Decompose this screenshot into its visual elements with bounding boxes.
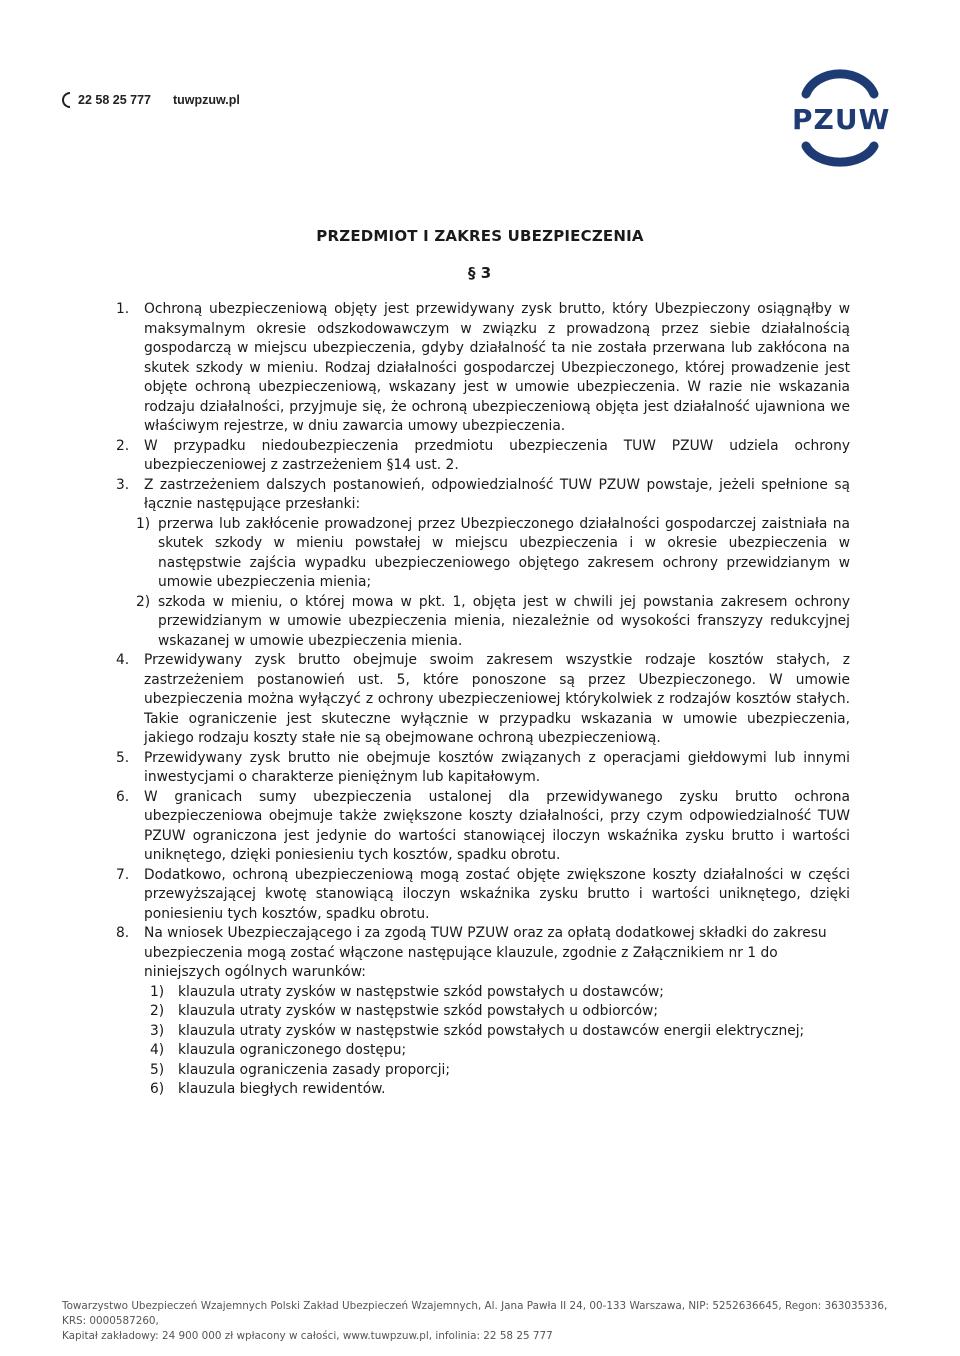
pzuw-logo	[792, 58, 891, 168]
list-item	[108, 749, 850, 788]
item-text: Dodatkowo, ochroną ubezpieczeniową mogą zostać objęte zwiększone koszty działalności w części przewyższającej kwotę stanowiącą iloczyn wskaźnika zysku brutto i wartości uniknętego, dzięki poniesieniu tych kosztów, spadku obrotu.	[144, 866, 850, 922]
sub-list-item	[108, 1022, 850, 1042]
sub-item-number: 1)	[150, 983, 165, 1000]
item-number: 2.	[116, 437, 130, 454]
item-text: W przypadku niedoubezpieczenia przedmiotu ubezpieczenia TUW PZUW udziela ochrony ubezpieczeniowej z zastrzeżeniem §14 ust. 2.	[144, 437, 850, 473]
footer-line-2: Kapitał zakładowy: 24 900 000 zł wpłacony w całości, www.tuwpzuw.pl, infolinia: 22 58 25 777	[62, 1330, 553, 1342]
list-item	[108, 300, 850, 437]
clause-list	[108, 983, 850, 1100]
phone-icon	[62, 92, 70, 108]
item-number: 1.	[116, 301, 130, 317]
sub-item-text: klauzula utraty zysków w następstwie szkód powstałych u odbiorców;	[178, 1003, 658, 1019]
sub-item-number: 3)	[150, 1022, 165, 1039]
sub-item-number: 4)	[150, 1042, 165, 1058]
document-body	[108, 300, 850, 1100]
sub-item-number: 5)	[150, 1061, 165, 1078]
sub-item-text: klauzula ograniczenia zasady proporcji;	[178, 1061, 451, 1078]
footer-line-1: Towarzystwo Ubezpieczeń Wzajemnych Polski Zakład Ubezpieczeń Wzajemnych, Al. Jana Pawła II 24, 00-133 Warszawa, NIP: 5252636645, Regon: 363035336, KRS: 0000587260,	[62, 1300, 888, 1327]
section-number: § 3	[468, 264, 492, 282]
sub-list-item	[108, 983, 850, 1003]
logo-text: PZUW	[792, 103, 891, 136]
page-title: PRZEDMIOT I ZAKRES UBEZPIECZENIA	[316, 227, 644, 245]
list-item	[108, 788, 850, 866]
item-text: Przewidywany zysk brutto nie obejmuje kosztów związanych z operacjami giełdowymi lub innymi inwestycjami o charakterze pieniężnym lub kapitałowym.	[144, 749, 850, 785]
sub-item-number: 2)	[136, 593, 151, 610]
list-item	[108, 924, 850, 983]
sub-list-item	[108, 1041, 850, 1061]
sub-item-text: przerwa lub zakłócenie prowadzonej przez Ubezpieczonego działalności gospodarczej zaistniała na skutek szkody w mieniu powstałej w miejscu ubezpieczenia i w okresie ubezpieczenia w następstwie zajścia wypadku ubezpieczeniowego objętego zakresem ochrony przewidzianym w umowie ubezpieczenia mienia;	[158, 515, 850, 590]
header-website[interactable]: tuwpzuw.pl	[173, 93, 240, 107]
sub-list-item	[108, 1061, 850, 1081]
sub-item-number: 2)	[150, 1003, 165, 1019]
item-text: Ochroną ubezpieczeniową objęty jest przewidywany zysk brutto, który Ubezpieczony osiągnąłby w maksymalnym okresie odszkodowawczym w związku z prowadzoną przez siebie działalnością gospodarczą w miejscu ubezpieczenia, gdyby działalność ta nie została przerwana lub zakłócona na skutek szkody w mieniu. Rodzaj działalności gospodarczej Ubezpieczonego, której prowadzenie jest objęte ochroną ubezpieczeniową, wskazany jest w umowie ubezpieczenia. W razie nie wskazania rodzaju działalności, przyjmuje się, że ochroną ubezpieczeniową objęta jest działalność ujawniona we właściwym rejestrze, w dniu zawarcia umowy ubezpieczenia.	[144, 301, 850, 434]
item-number: 6.	[116, 788, 130, 805]
item-number: 7.	[116, 866, 130, 883]
item-text: Z zastrzeżeniem dalszych postanowień, odpowiedzialność TUW PZUW powstaje, jeżeli spełnione są łącznie następujące przesłanki:	[144, 476, 850, 512]
item-number: 5.	[116, 749, 130, 766]
sub-item-number: 6)	[150, 1081, 165, 1097]
sub-item-number: 1)	[136, 515, 151, 532]
item-text: W granicach sumy ubezpieczenia ustalonej dla przewidywanego zysku brutto ochrona ubezpieczeniowa obejmuje także zwiększone koszty działalności, przy czym odpowiedzialność TUW PZUW ograniczona jest jedynie do wartości stanowiącej iloczyn wskaźnika zysku brutto i wartości uniknętego, dzięki poniesieniu tych kosztów, spadku obrotu.	[144, 788, 850, 863]
sub-item-text: szkoda w mieniu, o której mowa w pkt. 1, objęta jest w chwili jej powstania zakresem ochrony przewidzianym w umowie ubezpieczenia mienia, niezależnie od wysokości franszyzy redukcyjnej wskazanej w umowie ubezpieczenia mienia.	[158, 593, 850, 649]
sub-item-text: klauzula utraty zysków w następstwie szkód powstałych u dostawców;	[178, 983, 664, 1000]
item-number: 4.	[116, 652, 130, 668]
item-text: Na wniosek Ubezpieczającego i za zgodą TUW PZUW oraz za opłatą dodatkowej składki do zakresu ubezpieczenia mogą zostać włączone następujące klauzule, zgodnie z Załącznikiem nr 1 do niniejszych ogólnych warunków:	[144, 925, 827, 980]
sub-item-text: klauzula ograniczonego dostępu;	[178, 1042, 407, 1058]
list-item	[108, 437, 850, 476]
sub-item-text: klauzula utraty zysków w następstwie szkód powstałych u dostawców energii elektrycznej;	[178, 1022, 805, 1039]
item-text: Przewidywany zysk brutto obejmuje swoim zakresem wszystkie rodzaje kosztów stałych, z zastrzeżeniem postanowień ust. 5, które ponoszone są przez Ubezpieczonego. W umowie ubezpieczenia można wyłączyć z ochrony ubezpieczeniowej którykolwiek z rodzajów kosztów stałych. Takie ograniczenie jest skuteczne wyłącznie w przypadku wskazania w umowie ubezpieczenia, jakiego rodzaju koszty stałe nie są obejmowane ochroną ubezpieczeniową.	[144, 652, 850, 746]
header-contact	[62, 92, 240, 108]
sub-list-item	[108, 1002, 850, 1022]
sub-list-item	[108, 1080, 850, 1100]
sub-item-text: klauzula biegłych rewidentów.	[178, 1081, 386, 1097]
list-item	[108, 651, 850, 749]
sub-list-item	[108, 515, 850, 593]
page-footer	[62, 1299, 902, 1344]
item-number: 3.	[116, 476, 130, 493]
sub-list-item	[108, 593, 850, 652]
list-item	[108, 476, 850, 515]
item-number: 8.	[116, 925, 130, 941]
list-item	[108, 866, 850, 925]
header-phone: 22 58 25 777	[78, 93, 151, 107]
